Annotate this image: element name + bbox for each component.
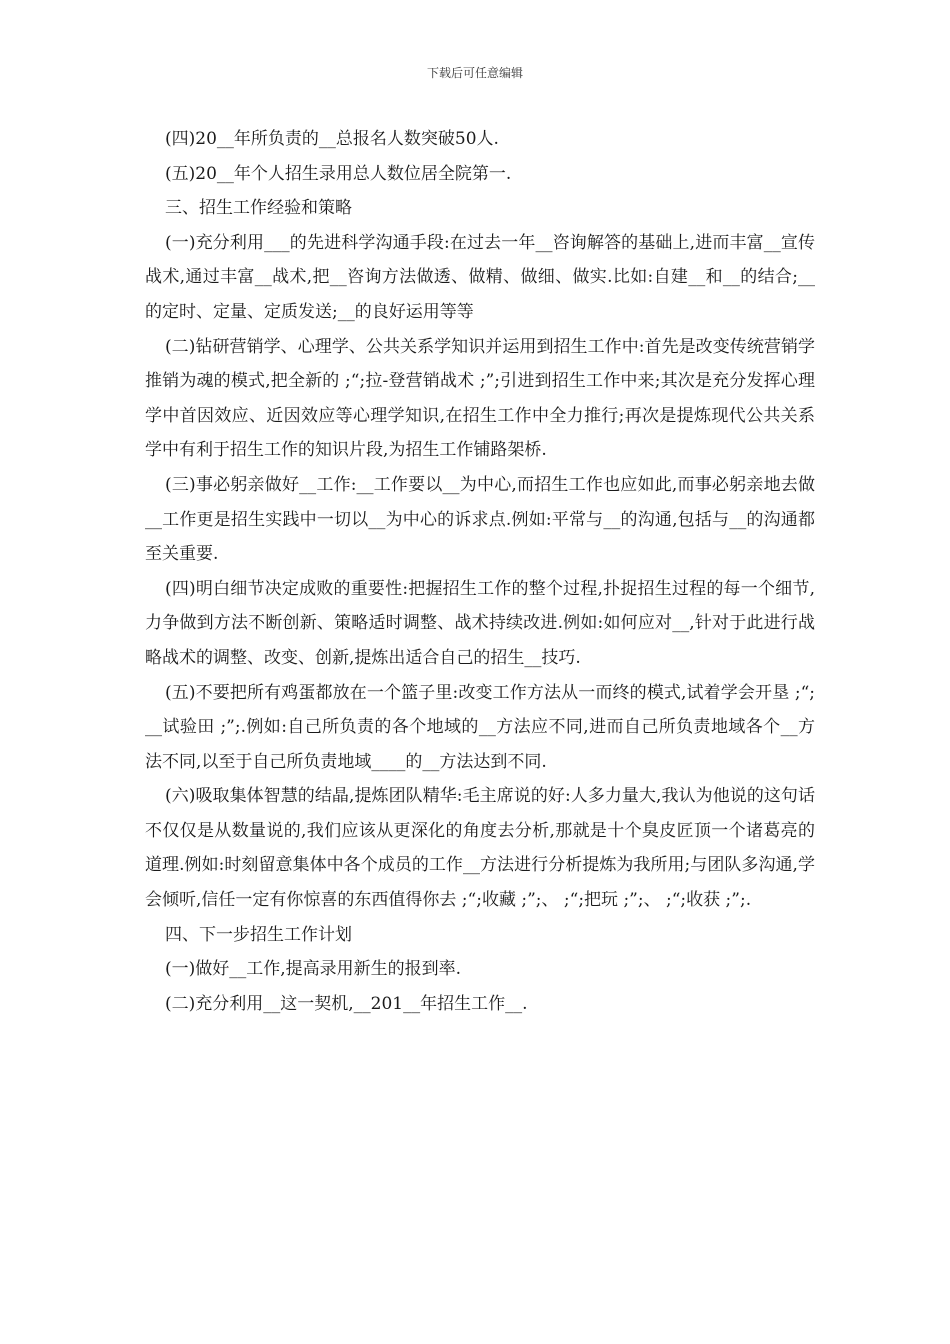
section-heading-4: 四、下一步招生工作计划: [165, 924, 352, 945]
paragraph-plan-2: (二)充分利用__这一契机,__201__年招生工作__.: [165, 993, 528, 1014]
paragraph-strategy-2: (二)钻研营销学、心理学、公共关系学知识并运用到招生工作中:首先是改变传统营销学推销为魂的模式,把全新的 ;“;拉-登营销战术 ;”;引进到招生工作中来;其次是充分发挥心理学中首因效应、近因效应等心理学知识,在招生工作中全力推行;再次是提炼现代公共关系学中有利于招生工作的知识片段,为招生工作铺路架桥.: [145, 336, 815, 461]
paragraph-strategy-5: (五)不要把所有鸡蛋都放在一个篮子里:改变工作方法从一而终的模式,试着学会开垦 ;“;__试验田 ;”;.例如:自己所负责的各个地域的__方法应不同,进而自己所负责地域各个__方法不同,以至于自己所负责地域____的__方法达到不同.: [145, 682, 815, 772]
paragraph-item-4-signups: (四)20__年所负责的__总报名人数突破50人.: [165, 129, 499, 149]
page-header: 下载后可任意编辑: [426, 66, 523, 80]
paragraph-strategy-3: (三)事必躬亲做好__工作:__工作要以__为中心,而招生工作也应如此,而事必躬亲地去做__工作更是招生实践中一切以__为中心的诉求点.例如:平常与__的沟通,包括与__的沟通都至关重要.: [145, 474, 815, 565]
paragraph-strategy-6: (六)吸取集体智慧的结晶,提炼团队精华:毛主席说的好:人多力量大,我认为他说的这句话不仅仅是从数量说的,我们应该从更深化的角度去分析,那就是十个臭皮匠顶一个诸葛亮的道理.例如:时刻留意集体中各个成员的工作__方法进行分析提炼为我所用;与团队多沟通,学会倾听,信任一定有你惊喜的东西值得你去 ;“;收藏 ;”;、 ;“;把玩 ;”;、 ;“;收获 ;”;.: [145, 786, 815, 911]
paragraph-item-5-ranking: (五)20__年个人招生录用总人数位居全院第一.: [165, 163, 512, 184]
document-body: [145, 122, 815, 1021]
paragraph-plan-1: (一)做好__工作,提高录用新生的报到率.: [165, 959, 462, 980]
paragraph-strategy-4: (四)明白细节决定成败的重要性:把握招生工作的整个过程,扑捉招生过程的每一个细节,力争做到方法不断创新、策略适时调整、战术持续改进.例如:如何应对__,针对于此进行战略战术的调整、改变、创新,提炼出适合自己的招生__技巧.: [145, 578, 815, 668]
section-heading-3: 三、招生工作经验和策略: [165, 198, 352, 219]
paragraph-strategy-1: (一)充分利用___的先进科学沟通手段:在过去一年__咨询解答的基础上,进而丰富__宣传战术,通过丰富__战术,把__咨询方法做透、做精、做细、做实.比如:自建__和__的结合;__的定时、定量、定质发送;__的良好运用等等: [145, 232, 815, 322]
